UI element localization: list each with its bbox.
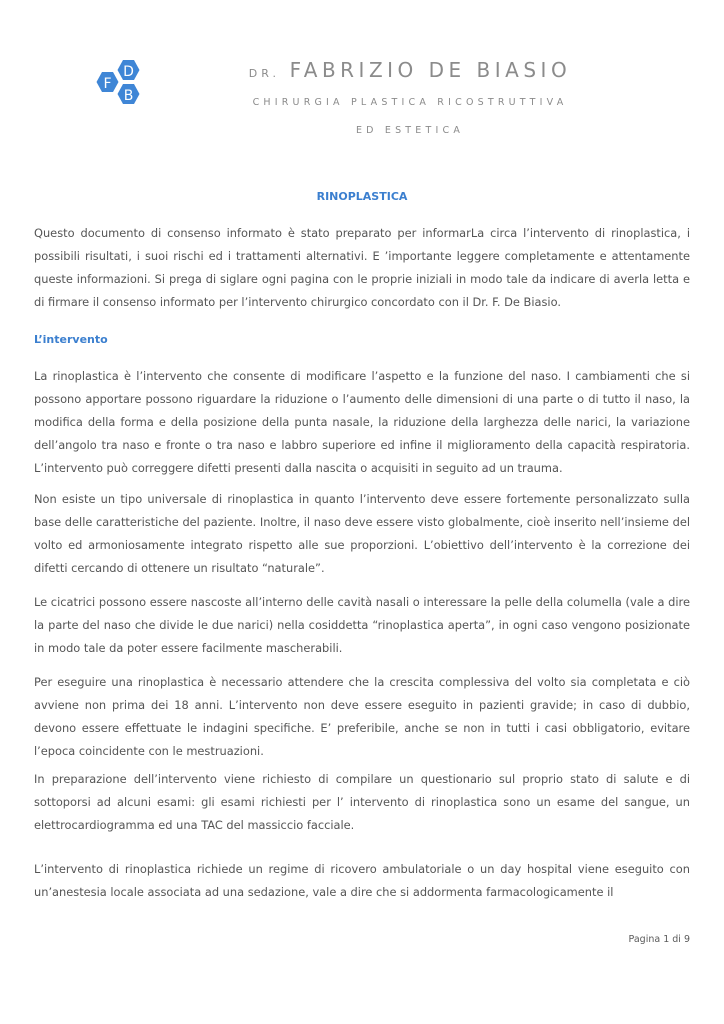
doctor-name (230, 58, 590, 82)
paragraph-5: In preparazione dell’intervento viene richiesto di compilare un questionario sul proprio stato di salute e di sottoporsi ad alcuni esami: gli esami richiesti per l’ intervento di rinoplastica sono un esame del sangue, un elettrocardiogramma ed una TAC del massiccio facciale. (34, 772, 690, 832)
logo-letter-f: F (103, 76, 112, 92)
specialty-line-2: ED ESTETICA (355, 125, 465, 136)
logo-letter-d: D (123, 64, 134, 80)
page-number: Pagina 1 di 9 (628, 934, 690, 945)
section-heading: L’intervento (34, 333, 108, 346)
paragraph-4: Per eseguire una rinoplastica è necessario attendere che la crescita complessiva del volto sia completata e ciò avviene non prima dei 18 anni. L’intervento non deve essere eseguito in pazienti gravide; in caso di dubbio, devono essere effettuate le indagini specifiche. E’ preferibile, anche se non in tutti i casi obbligatorio, evitare l’epoca coincidente con le mestruazioni. (34, 675, 690, 758)
fdb-logo (88, 54, 154, 120)
logo-letter-b: B (123, 88, 134, 104)
intro-paragraph: Questo documento di consenso informato è stato preparato per informarLa circa l’intervento di rinoplastica, i possibili risultati, i suoi rischi ed i trattamenti alternativi. E ’importante leggere completamente e attentamente queste informazioni. Si prega di siglare ogni pagina con le proprie iniziali in modo tale da indicare di averla letta e di firmare il consenso informato per l’intervento chirurgico concordato con il Dr. F. De Biasio. (34, 226, 690, 309)
paragraph-3: Le cicatrici possono essere nascoste all’interno delle cavità nasali o interessare la pelle della columella (vale a dire la parte del naso che divide le due narici) nella cosiddetta “rinoplastica aperta”, in ogni caso vengono posizionate in modo tale da poter essere facilmente mascherabili. (34, 595, 690, 655)
doctor-full-name: FABRIZIO DE BIASIO (289, 58, 572, 82)
specialty-line-1: CHIRURGIA PLASTICA RICOSTRUTTIVA (252, 97, 568, 108)
doctor-title-prefix: DR. (248, 67, 280, 80)
paragraph-1: La rinoplastica è l’intervento che consente di modificare l’aspetto e la funzione del naso. I cambiamenti che si possono apportare possono riguardare la riduzione o l’aumento delle dimensioni di una parte o di tutto il naso, la modifica della forma e della posizione della punta nasale, la riduzione della larghezza delle narici, la variazione dell’angolo tra naso e fronte o tra naso e labbro superiore ed infine il miglioramento della capacità respiratoria. L’intervento può correggere difetti presenti dalla nascita o acquisiti in seguito ad un trauma. (34, 369, 690, 475)
paragraph-2: Non esiste un tipo universale di rinoplastica in quanto l’intervento deve essere fortemente personalizzato sulla base delle caratteristiche del paziente. Inoltre, il naso deve essere visto globalmente, cioè inserito nell’insieme del volto ed armoniosamente integrato rispetto alle sue proporzioni. L’obiettivo dell’intervento è la correzione dei difetti cercando di ottenere un risultato “naturale”. (34, 492, 690, 575)
document-title: RINOPLASTICA (316, 190, 408, 203)
paragraph-6: L’intervento di rinoplastica richiede un regime di ricovero ambulatoriale o un day hospital viene eseguito con un’anestesia locale associata ad una sedazione, vale a dire che si addormenta farmacologicamente il (34, 862, 690, 899)
